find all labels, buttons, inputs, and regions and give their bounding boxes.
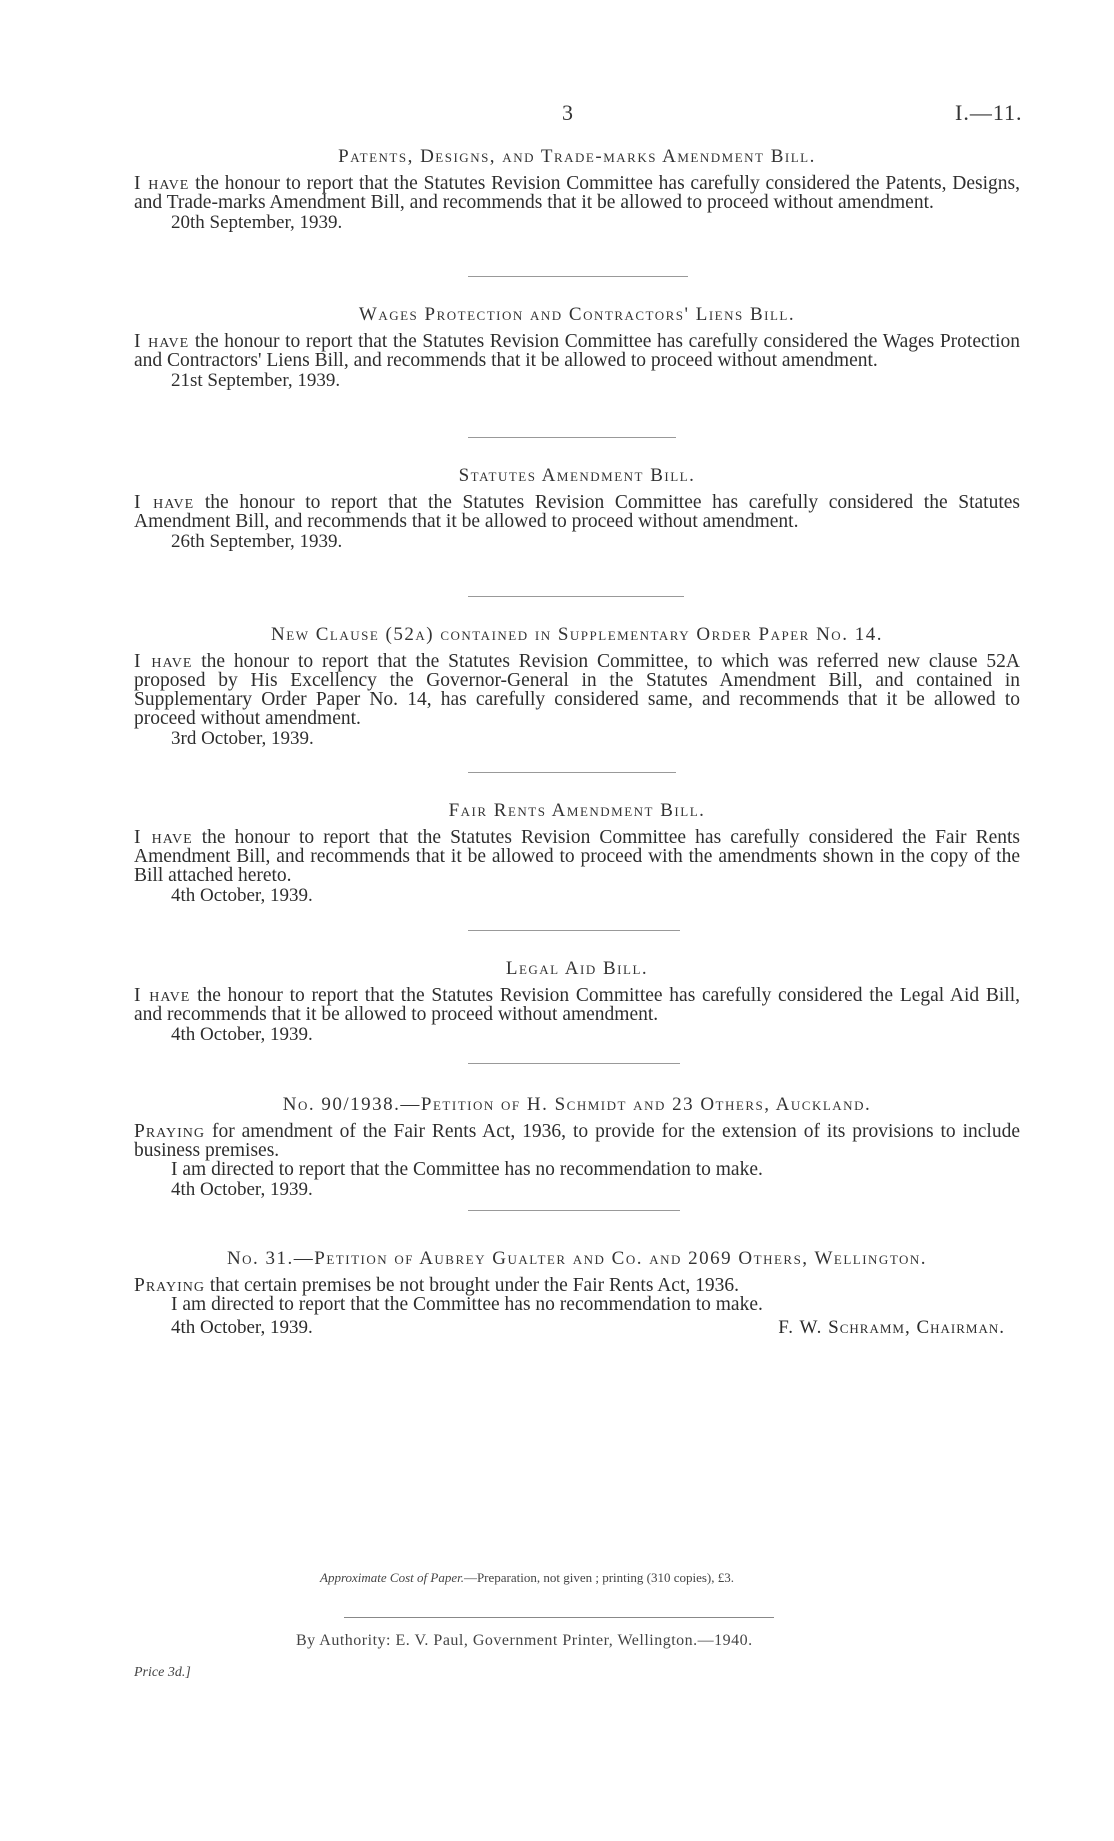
- section-heading: Fair Rents Amendment Bill.: [448, 800, 706, 821]
- section-heading: Legal Aid Bill.: [505, 958, 649, 979]
- report-date: 26th September, 1939.: [171, 531, 343, 552]
- paragraph-body: the honour to report that the Statutes Revision Committee has carefully considered the Statutes Amendment Bill, and recommends that it be allowed to proceed without amendment.: [134, 492, 1021, 532]
- paragraph-lead: I have: [134, 827, 193, 848]
- paragraph-body: the honour to report that the Statutes Revision Committee, to which was referred new clause 52A proposed by His Excellency the Governor-General in the Statutes Amendment Bill, and contained in Supplementary Order Paper No. 14, has carefully considered same, and recommends that it be allowed to proceed without amendment.: [134, 651, 1020, 729]
- petition-paragraph: [134, 1122, 1020, 1160]
- report-wages-bill: [134, 304, 1020, 391]
- report-fair-rents-bill: [134, 800, 1020, 906]
- report-paragraph: [134, 332, 1020, 370]
- section-heading: No. 90/1938.—Petition of H. Schmidt and 23 Others, Auckland.: [282, 1094, 872, 1115]
- petition-schmidt: [134, 1094, 1020, 1200]
- paragraph-lead: I have: [134, 492, 195, 513]
- section-divider: [468, 596, 684, 597]
- directed-statement: I am directed to report that the Committee has no recommendation to make.: [171, 1159, 763, 1180]
- report-date: 21st September, 1939.: [171, 370, 341, 391]
- paragraph-lead: Praying: [134, 1121, 206, 1142]
- section-divider: [468, 276, 688, 277]
- page-number: 3: [562, 100, 573, 125]
- report-date: 4th October, 1939.: [171, 1179, 313, 1200]
- signature-row: [134, 1317, 1020, 1341]
- paragraph-lead: I have: [134, 331, 190, 352]
- report-date: 4th October, 1939.: [171, 885, 313, 906]
- petition-gualter: [134, 1248, 1020, 1341]
- paragraph-body: for amendment of the Fair Rents Act, 1936, to provide for the extension of its provisions to include business premises.: [134, 1121, 1020, 1161]
- paragraph-body: that certain premises be not brought under the Fair Rents Act, 1936.: [209, 1275, 739, 1296]
- report-new-clause: [134, 624, 1020, 749]
- footer-divider: [344, 1617, 774, 1618]
- report-paragraph: [134, 493, 1020, 531]
- paragraph-body: the honour to report that the Statutes Revision Committee has carefully considered the Wages Protection and Contractors' Liens Bill, and recommends that it be allowed to proceed without amendment.: [134, 331, 1020, 371]
- section-heading: Wages Protection and Contractors' Liens Bill.: [358, 304, 796, 325]
- report-date: 20th September, 1939.: [171, 212, 343, 233]
- report-legal-aid-bill: [134, 958, 1020, 1045]
- section-heading: Patents, Designs, and Trade-marks Amendment Bill.: [338, 146, 816, 167]
- document-reference: I.—11.: [955, 100, 1023, 125]
- price-label: Price 3d.]: [134, 1665, 191, 1680]
- cost-text: —Preparation, not given ; printing (310 copies), £3.: [463, 1570, 735, 1585]
- section-divider: [468, 772, 676, 773]
- report-patents-bill: [134, 146, 1020, 233]
- report-paragraph: [134, 828, 1020, 885]
- paragraph-lead: Praying: [134, 1275, 206, 1296]
- paragraph-body: the honour to report that the Statutes Revision Committee has carefully considered the Legal Aid Bill, and recommends that it be allowed to proceed without amendment.: [134, 985, 1020, 1025]
- paragraph-lead: I have: [134, 985, 191, 1006]
- report-statutes-bill: [134, 465, 1020, 552]
- paragraph-body: the honour to report that the Statutes Revision Committee has carefully considered the Patents, Designs, and Trade-marks Amendment Bill, and recommends that it be allowed to proceed without amendment.: [134, 173, 1021, 213]
- section-heading: New Clause (52a) contained in Supplementary Order Paper No. 14.: [271, 624, 883, 645]
- section-divider: [468, 1210, 680, 1211]
- section-heading: Statutes Amendment Bill.: [458, 465, 696, 486]
- report-paragraph: [134, 174, 1020, 212]
- report-date: 3rd October, 1939.: [171, 728, 314, 749]
- paragraph-lead: I have: [134, 173, 190, 194]
- chairman-signature: F. W. Schramm, Chairman.: [778, 1317, 1005, 1338]
- report-date: 4th October, 1939.: [171, 1024, 313, 1045]
- paragraph-body: the honour to report that the Statutes Revision Committee has carefully considered the Fair Rents Amendment Bill, and recommends that it be allowed to proceed with the amendments shown in the copy of the Bill attached hereto.: [134, 827, 1021, 886]
- printer-authority: By Authority: E. V. Paul, Government Printer, Wellington.—1940.: [296, 1632, 753, 1649]
- report-date: 4th October, 1939.: [171, 1317, 313, 1338]
- petition-paragraph: [134, 1276, 1020, 1295]
- cost-note: [320, 1570, 734, 1586]
- section-divider: [468, 1063, 680, 1064]
- report-paragraph: [134, 986, 1020, 1024]
- report-paragraph: [134, 652, 1020, 728]
- section-divider: [468, 930, 680, 931]
- cost-label: Approximate Cost of Paper.: [320, 1570, 464, 1585]
- paragraph-lead: I have: [134, 651, 193, 672]
- section-heading: No. 31.—Petition of Aubrey Gualter and Co. and 2069 Others, Wellington.: [226, 1248, 928, 1269]
- directed-statement: I am directed to report that the Committee has no recommendation to make.: [171, 1294, 763, 1315]
- section-divider: [468, 437, 676, 438]
